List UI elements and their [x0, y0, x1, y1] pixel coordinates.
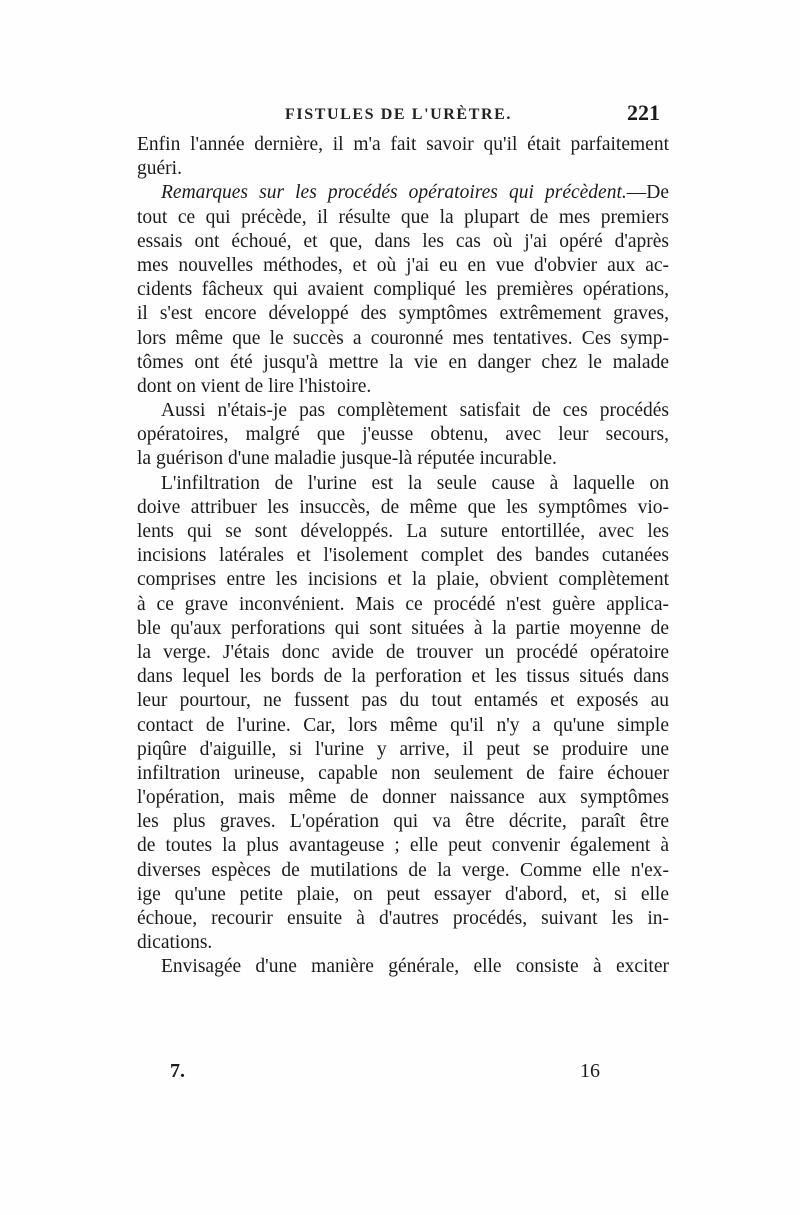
text-line: comprises entre les incisions et la plaie, obvient complètement — [137, 569, 669, 591]
text-line: L'infiltration de l'urine est la seule cause à laquelle on — [161, 472, 669, 494]
text-line: à ce grave inconvénient. Mais ce procédé n'est guère applica- — [137, 593, 669, 615]
text-line: contact de l'urine. Car, lors même qu'il n'y a qu'une simple — [137, 714, 669, 736]
body-text — [137, 133, 669, 980]
text-line: leur pourtour, ne fussent pas du tout entamés et exposés au — [137, 690, 669, 712]
text-line: Aussi n'étais-je pas complètement satisfait de ces procédés — [161, 400, 669, 422]
text-line: infiltration urineuse, capable non seulement de faire échouer — [137, 762, 669, 784]
text-line: Envisagée d'une manière générale, elle consiste à exciter — [161, 956, 669, 978]
text-line: tout ce qui précède, il résulte que la plupart de mes premiers — [137, 206, 669, 228]
text-line: échoue, recourir ensuite à d'autres procédés, suivant les in- — [137, 908, 669, 929]
text-line: Enfin l'année dernière, il m'a fait savoir qu'il était parfaitement — [137, 134, 669, 155]
text-line: il s'est encore développé des symptômes extrêmement graves, — [137, 303, 669, 325]
text-line: dications. — [137, 932, 213, 954]
text-line: incisions latérales et l'isolement complet des bandes cutanées — [137, 545, 669, 567]
page-number: 221 — [627, 100, 660, 125]
text-line: guéri. — [137, 158, 182, 180]
text-line: ble qu'aux perforations qui sont situées à la partie moyenne de — [137, 617, 669, 639]
text-line: dont on vient de lire l'histoire. — [137, 375, 372, 397]
text-line: mes nouvelles méthodes, et où j'ai eu en vue d'obvier aux ac- — [137, 254, 669, 276]
section-heading-dash: —De — [626, 182, 669, 204]
text-line: la guérison d'une maladie jusque-là réputée incurable. — [137, 448, 557, 470]
page-header — [140, 100, 670, 130]
page-footer — [170, 1060, 600, 1090]
text-line: ige qu'une petite plaie, on peut essayer d'abord, et, si elle — [137, 883, 669, 905]
text-line: dans lequel les bords de la perforation et les tissus situés dans — [137, 666, 669, 688]
signature-mark: 7. — [170, 1060, 185, 1082]
text-line: opératoires, malgré que j'eusse obtenu, avec leur secours, — [137, 424, 669, 446]
sheet-number: 16 — [580, 1060, 600, 1082]
text-line: tômes ont été jusqu'à mettre la vie en danger chez le malade — [137, 351, 669, 373]
text-line: diverses espèces de mutilations de la verge. Comme elle n'ex- — [137, 859, 669, 881]
text-line: de toutes la plus avantageuse ; elle peut convenir également à — [137, 835, 669, 857]
text-line: cidents fâcheux qui avaient compliqué les premières opérations, — [137, 279, 669, 301]
text-line: les plus graves. L'opération qui va être décrite, paraît être — [137, 811, 669, 833]
text-line: doive attribuer les insuccès, de même que les symptômes vio- — [137, 496, 669, 518]
text-line: la verge. J'étais donc avide de trouver un procédé opératoire — [137, 641, 669, 663]
text-line: lents qui se sont développés. La suture entortillée, avec les — [137, 521, 669, 542]
text-line: l'opération, mais même de donner naissance aux symptômes — [137, 787, 669, 809]
section-heading: Remarques sur les procédés opératoires qui précèdent. — [161, 182, 627, 204]
text-line: essais ont échoué, et que, dans les cas où j'ai opéré d'après — [137, 230, 669, 252]
text-line: piqûre d'aiguille, si l'urine y arrive, il peut se produire une — [137, 738, 669, 760]
section-heading-line — [137, 181, 669, 205]
running-title: FISTULES DE L'URÈTRE. — [285, 106, 512, 123]
text-line: lors même que le succès a couronné mes tentatives. Ces symp- — [137, 327, 669, 349]
